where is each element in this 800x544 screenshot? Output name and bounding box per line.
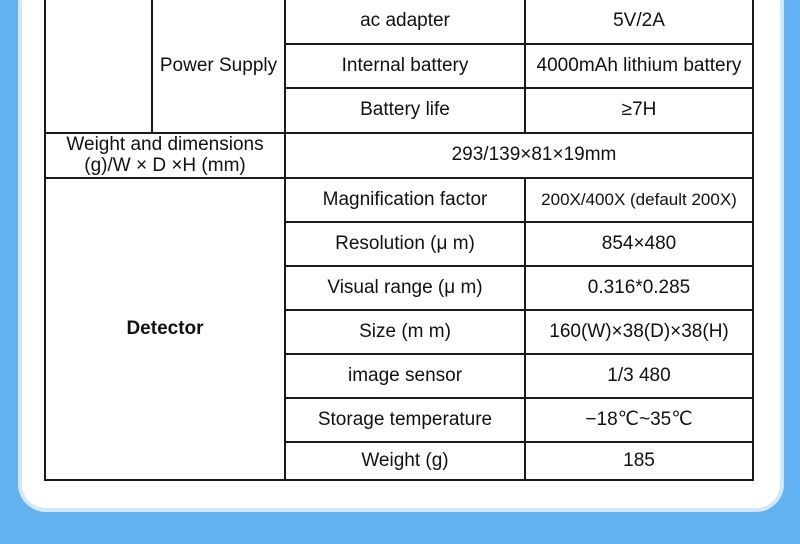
weight-label-line2: (g)/W × D ×H (mm) — [84, 154, 246, 176]
spec-value: 0.316*0.285 — [525, 266, 753, 310]
spec-name: Weight (g) — [285, 442, 525, 480]
spec-name: Resolution (μ m) — [285, 222, 525, 266]
table-row — [45, 178, 753, 222]
spec-value: −18℃~35℃ — [525, 398, 753, 442]
spec-name: Visual range (μ m) — [285, 266, 525, 310]
spec-value: 5V/2A — [525, 0, 753, 44]
table-row — [45, 133, 753, 178]
spec-name: Battery life — [285, 88, 525, 133]
spec-name: ac adapter — [285, 0, 525, 44]
weight-dimensions-label — [45, 133, 285, 178]
power-supply-label: Power Supply — [152, 0, 285, 133]
spec-value: ≥7H — [525, 88, 753, 133]
spec-name: Storage temperature — [285, 398, 525, 442]
spec-name: Internal battery — [285, 44, 525, 88]
spec-name: Magnification factor — [285, 178, 525, 222]
spec-value: 854×480 — [525, 222, 753, 266]
spec-name: Size (m m) — [285, 310, 525, 354]
spec-value: 1/3 480 — [525, 354, 753, 398]
weight-dimensions-value: 293/139×81×19mm — [285, 133, 753, 178]
blank-category-cell — [45, 0, 152, 133]
spec-value: 160(W)×38(D)×38(H) — [525, 310, 753, 354]
spec-name: image sensor — [285, 354, 525, 398]
detector-label: Detector — [45, 178, 285, 480]
spec-table — [44, 0, 754, 481]
spec-value: 185 — [525, 442, 753, 480]
spec-value: 200X/400X (default 200X) — [525, 178, 753, 222]
spec-value: 4000mAh lithium battery — [525, 44, 753, 88]
table-row — [45, 0, 753, 44]
weight-label-line1: Weight and dimensions — [66, 133, 264, 155]
